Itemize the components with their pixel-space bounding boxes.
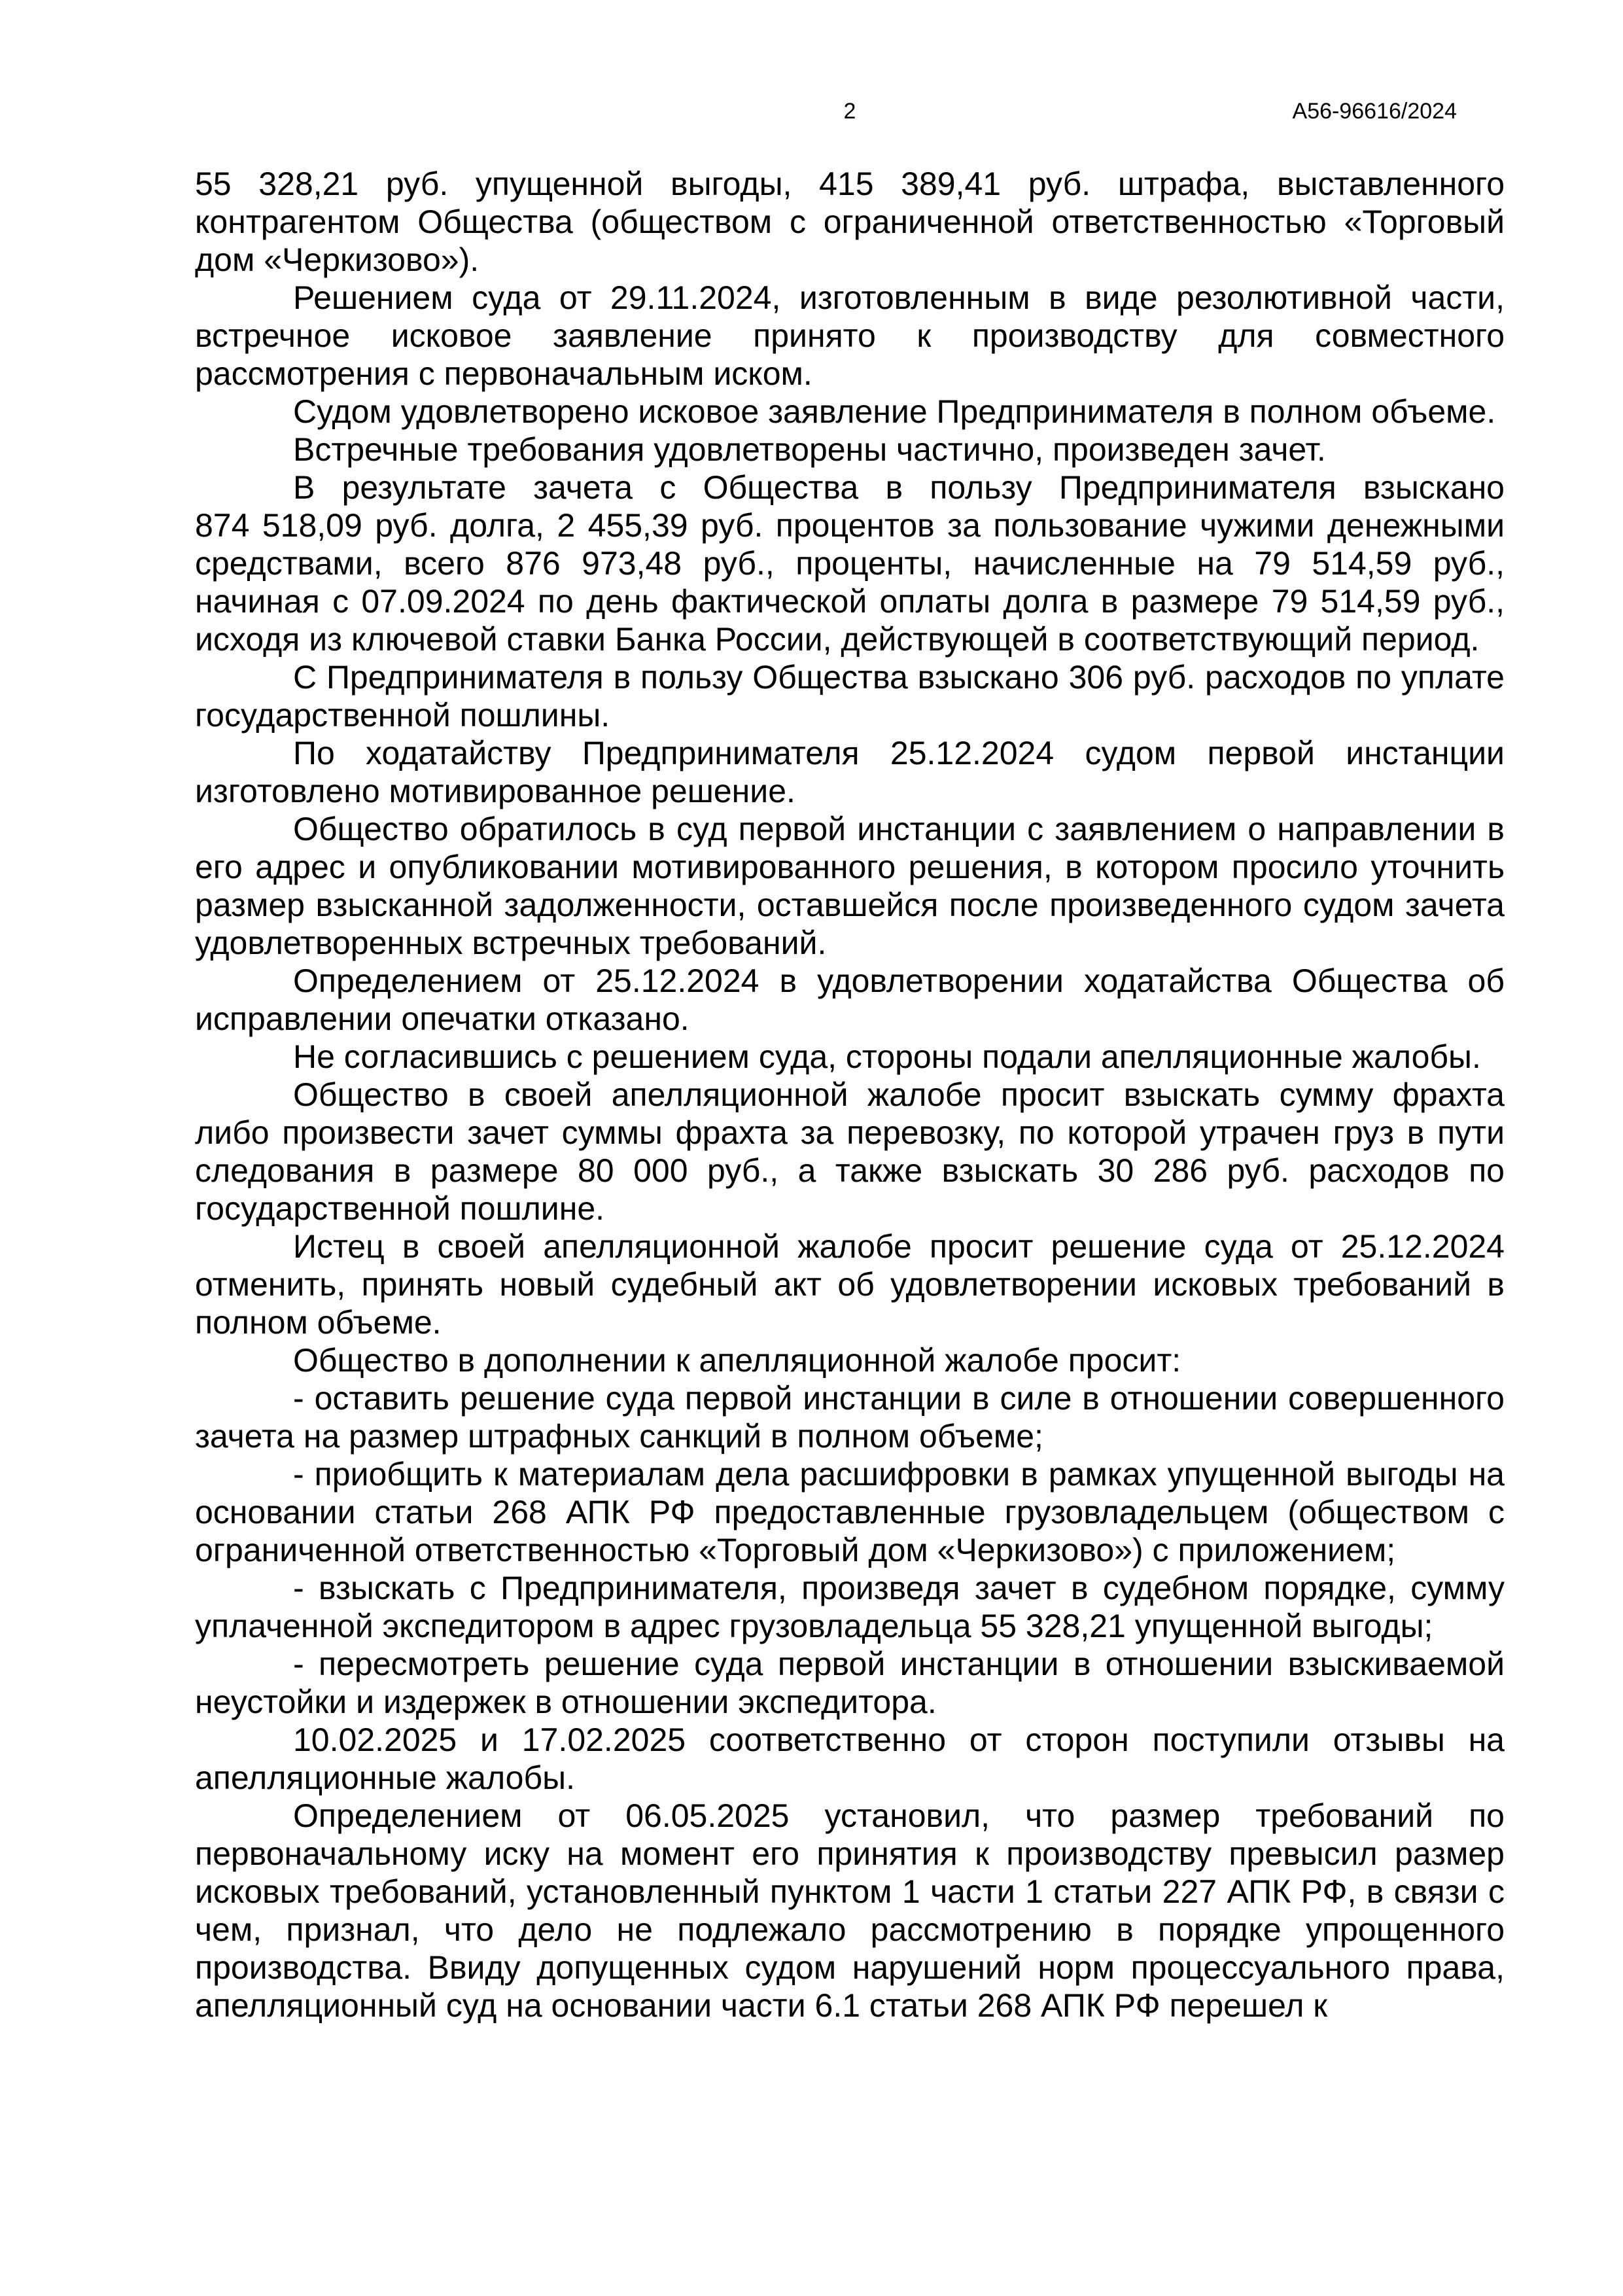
paragraph: 10.02.2025 и 17.02.2025 соответственно от сторон поступили отзывы на апелляционные жалобы. — [195, 1722, 1505, 1796]
page-number: 2 — [843, 99, 856, 124]
document-body — [195, 165, 1505, 2024]
paragraph: - приобщить к материалам дела расшифровки в рамках упущенной выгоды на основании статьи 268 АПК РФ предоставленные грузовладельцем (обществом с ограниченной ответственностью «Торговый дом «Черкизово») с приложением; — [195, 1456, 1505, 1568]
paragraph: Истец в своей апелляционной жалобе просит решение суда от 25.12.2024 отменить, принять новый судебный акт об удовлетворении исковых требований в полном объеме. — [195, 1228, 1505, 1341]
paragraph: Не согласившись с решением суда, стороны подали апелляционные жалобы. — [293, 1038, 1481, 1075]
paragraph: С Предпринимателя в пользу Общества взыскано 306 руб. расходов по уплате государственной пошлины. — [195, 659, 1505, 733]
paragraph: - взыскать с Предпринимателя, произведя зачет в судебном порядке, сумму уплаченной экспедитором в адрес грузовладельца 55 328,21 упущенной выгоды; — [195, 1570, 1505, 1644]
paragraph: По ходатайству Предпринимателя 25.12.2024 судом первой инстанции изготовлено мотивированное решение. — [195, 735, 1505, 809]
paragraph: В результате зачета с Общества в пользу Предпринимателя взыскано 874 518,09 руб. долга, 2 455,39 руб. процентов за пользование чужими денежными средствами, всего 876 973,48 руб., проценты, начисленные на 79 514,59 руб., начиная с 07.09.2024 по день фактической оплаты долга в размере 79 514,59 руб., исходя из ключевой ставки Банка России, действующей в соответствующий период. — [195, 469, 1505, 658]
page-header — [195, 97, 1505, 126]
paragraph: Определением от 06.05.2025 установил, что размер требований по первоначальному иску на момент его принятия к производству превысил размер исковых требований, установленный пунктом 1 части 1 статьи 227 АПК РФ, в связи с чем, признал, что дело не подлежало рассмотрению в порядке упрощенного производства. Ввиду допущенных судом нарушений норм процессуального права, апелляционный суд на основании части 6.1 статьи 268 АПК РФ перешел к — [195, 1797, 1505, 2024]
paragraph: Общество в своей апелляционной жалобе просит взыскать сумму фрахта либо произвести зачет суммы фрахта за перевозку, по которой утрачен груз в пути следования в размере 80 000 руб., а также взыскать 30 286 руб. расходов по государственной пошлине. — [195, 1076, 1505, 1227]
paragraph: Встречные требования удовлетворены частично, произведен зачет. — [293, 431, 1326, 468]
paragraph: Определением от 25.12.2024 в удовлетворении ходатайства Общества об исправлении опечатки отказано. — [195, 963, 1505, 1037]
paragraph: - оставить решение суда первой инстанции в силе в отношении совершенного зачета на размер штрафных санкций в полном объеме; — [195, 1380, 1505, 1455]
paragraph: - пересмотреть решение суда первой инстанции в отношении взыскиваемой неустойки и издержек в отношении экспедитора. — [195, 1646, 1505, 1720]
paragraph: Общество обратилось в суд первой инстанции с заявлением о направлении в его адрес и опубликовании мотивированного решения, в котором просило уточнить размер взысканной задолженности, оставшейся после произведенного судом зачета удовлетворенных встречных требований. — [195, 811, 1505, 961]
paragraph: 55 328,21 руб. упущенной выгоды, 415 389,41 руб. штрафа, выставленного контрагентом Общества (обществом с ограниченной ответственностью «Торговый дом «Черкизово»). — [195, 166, 1505, 278]
paragraph: Решением суда от 29.11.2024, изготовленным в виде резолютивной части, встречное исковое заявление принято к производству для совместного рассмотрения с первоначальным иском. — [195, 279, 1505, 392]
paragraph: Судом удовлетворено исковое заявление Предпринимателя в полном объеме. — [293, 393, 1496, 430]
paragraph: Общество в дополнении к апелляционной жалобе просит: — [293, 1342, 1181, 1379]
case-number: А56-96616/2024 — [1292, 99, 1457, 124]
